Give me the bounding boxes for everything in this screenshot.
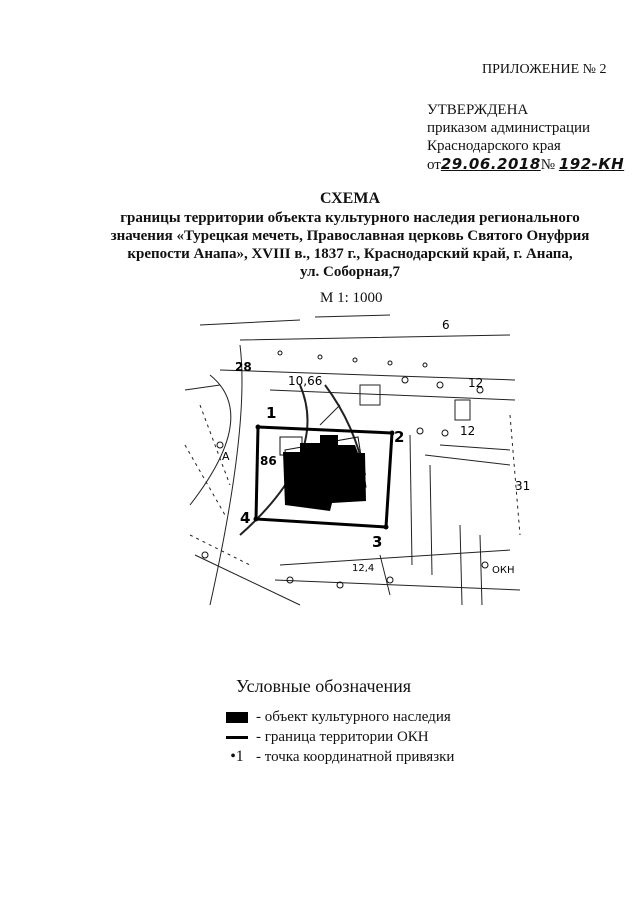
map-okn-label: ОКН [492,565,515,576]
minor-structures [320,385,470,425]
legend [222,676,454,767]
boundary-point-3 [384,525,389,530]
survey-point [423,363,427,367]
map-number-28: 28 [235,360,252,374]
boundary-point-4 [254,517,259,522]
legend-item-point-text: - точка координатной привязки [256,748,455,765]
legend-item-boundary-text: - граница территории ОКН [256,728,429,745]
map-number-86: 86 [260,454,277,468]
title-line-1: границы территории объекта культурного наследия регионального [120,210,580,226]
legend-item-object-text: - объект культурного наследия [256,708,451,725]
legend-item-object [222,707,454,727]
map-number-31: 31 [515,479,531,493]
map-number-12b: 12 [460,424,476,438]
territory-map [180,305,531,620]
map-number-124: 12,4 [352,563,375,574]
survey-point [417,428,423,434]
point-marker-icon: •1 [230,748,244,765]
survey-point [353,358,357,362]
point-2-label: 2 [394,428,405,446]
date-prefix: от [427,157,441,173]
survey-point [402,377,408,383]
approved-by-line-2: Краснодарского края [427,138,561,154]
map-number-1066: 10,66 [288,374,323,388]
survey-point [202,552,208,558]
map-labels [222,318,530,576]
survey-point [437,382,443,388]
legend-title: Условные обозначения [236,676,412,696]
approved-title: УТВЕРЖДЕНА [427,102,529,118]
title-heading: СХЕМА [319,190,381,207]
boundary-point-1 [256,425,261,430]
legend-item-point [222,747,454,767]
survey-point [287,577,293,583]
title-line-3: крепости Анапа», XVIII в., 1837 г., Краснодарский край, г. Анапа, [127,246,573,262]
title-line-4: ул. Соборная,7 [299,264,401,280]
approval-date-line [427,155,624,174]
map-scale: М 1: 1000 [320,290,383,306]
survey-point [318,355,322,359]
number-prefix: № [540,157,556,173]
approval-date: 29.06.2018 [440,155,541,173]
approved-by-line-1: приказом администрации [427,120,591,136]
survey-point [442,430,448,436]
survey-point [482,562,488,568]
survey-point [388,361,392,365]
boundary-line-icon [222,736,252,739]
map-letter-a: А [222,450,230,463]
title-line-2: значения «Турецкая мечеть, Православная церковь Святого Онуфрия [110,228,590,244]
point-1-label: 1 [266,404,277,422]
order-number: 192-КН [558,155,625,173]
legend-item-boundary [222,727,454,747]
point-4-label: 4 [240,509,251,527]
building-outlines [380,435,482,605]
map-number-12a: 12 [468,376,484,390]
object-symbol-icon [222,712,252,723]
survey-point [387,577,393,583]
point-3-label: 3 [372,533,383,551]
street-lines [185,315,515,400]
approval-block [427,101,624,174]
map-number-6: 6 [442,318,450,332]
appendix-label: ПРИЛОЖЕНИЕ № 2 [482,62,607,77]
survey-point [278,351,282,355]
survey-point [217,442,223,448]
document-title [60,190,640,281]
